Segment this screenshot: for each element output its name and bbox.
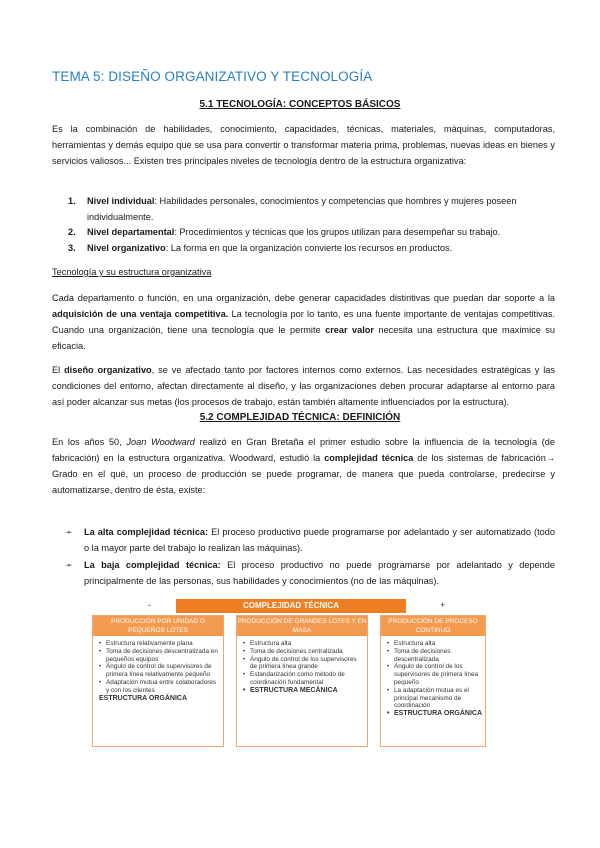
column-continuous-process [380, 615, 486, 747]
text-bold: diseño organizativo [64, 365, 152, 375]
bullet-low-complexity [65, 557, 555, 589]
levels-list [68, 194, 555, 256]
list-number: 3. [68, 242, 76, 253]
column-item: • Ángulo de control de supervisores de primera línea relativamente pequeño [99, 663, 219, 679]
column-item: • La adaptación mutua es el principal mecanismo de coordinación [387, 687, 483, 710]
chapter-title: TEMA 5: DISEÑO ORGANIZATIVO Y TECNOLOGÍA [52, 69, 373, 84]
column-item: • Estandarización como método de coordinación fundamental [243, 671, 363, 687]
column-item: • Toma de decisiones descentralizada [387, 648, 483, 664]
column-structure: • ESTRUCTURA MECÁNICA [243, 687, 363, 695]
list-number: 1. [68, 196, 76, 206]
bullet-label: La baja complejidad técnica: [84, 560, 221, 570]
minus-sign: - [148, 600, 151, 610]
bullet-text: El proceso productivo no puede programarse por adelantado y depende principalmente de las personas, sus habilidades y conocimientos (no de las máquinas). [84, 560, 555, 586]
column-unit-production [92, 615, 224, 747]
bullet-high-complexity [65, 524, 555, 556]
list-item-label: Nivel departamental [87, 227, 175, 237]
plus-sign: + [440, 600, 446, 610]
column-header: PRODUCCIÓN DE GRANDES LOTES Y EN MASA [237, 618, 367, 634]
list-item-label: Nivel organizativo [87, 242, 166, 253]
text-run: Cada departamento o función, en una organización, debe generar capacidades distintivas que puedan dar soporte a la [52, 293, 555, 303]
column-item: • Ángulo de control de los supervisores de primera línea grande [243, 656, 363, 672]
section-heading-2: 5.2 COMPLEJIDAD TÉCNICA: DEFINICIÓN [199, 412, 401, 423]
list-item-text: : Habilidades personales, conocimientos y competencias que hombres y mujeres poseen individualmente. [87, 196, 517, 222]
subheading: Tecnología y su estructura organizativa [52, 267, 212, 277]
column-item: • Estructura alta [387, 640, 483, 648]
column-structure: ESTRUCTURA ORGÁNICA [99, 694, 188, 702]
column-item: • Adaptación mutua entre colaboradores y con los clientes [99, 679, 219, 695]
paragraph-design [52, 362, 555, 410]
column-item: • Toma de decisiones descentralizada en pequeños equipos [99, 648, 219, 664]
paragraph-woodward [52, 434, 555, 498]
text-bold: crear valor [325, 325, 374, 335]
text-run: En los años 50, [52, 437, 127, 447]
column-body [99, 640, 219, 702]
intro-paragraph: Es la combinación de habilidades, conocimiento, capacidades, técnicas, materiales, máquinas, computadoras, herramientas y demás equipo que se usa para convertir o transformar materia prima, problemas, nuevas ideas en bienes y servicios valiosos... Existen tres principales niveles de tecnología dentro de la estructura organizativa: [52, 124, 555, 166]
column-item: • Toma de decisiones centralizada [243, 648, 363, 656]
paragraph-technology [52, 290, 555, 354]
text-bold: complejidad técnica [324, 453, 414, 463]
text-bold: adquisición de una ventaja competitiva. [52, 309, 229, 319]
column-item: • Estructura alta [243, 640, 363, 648]
column-item: • Ángulo de control de los supervisores de primera línea pequeño [387, 663, 483, 686]
column-structure: • ESTRUCTURA ORGÁNICA [387, 710, 483, 718]
arrow-bullet-icon: ➛ [65, 527, 73, 537]
bullet-label: La alta complejidad técnica: [84, 527, 209, 537]
text-italic: Joan Woodward [126, 437, 195, 447]
diagram-title: COMPLEJIDAD TÉCNICA [176, 599, 406, 613]
list-item-text: : Procedimientos y técnicas que los grupos utilizan para desempeñar su trabajo. [174, 227, 501, 237]
text-run: El [52, 365, 65, 375]
text-run: La tecnología por lo tanto, es una fuente importante de ventajas competitivas. Cuando una organización, tiene una tecnología que le permite [52, 309, 555, 335]
list-item [68, 241, 555, 257]
column-body [243, 640, 363, 695]
text-run: necesita una estructura que maximice su eficacia. [52, 325, 555, 351]
section-heading-1: 5.1 TECNOLOGÍA: CONCEPTOS BÁSICOS [199, 99, 401, 110]
list-item-text: : La forma en que la organización convierte los recursos en productos. [165, 242, 453, 253]
complexity-diagram [92, 597, 486, 749]
text-run: , se ve afectado tanto por factores internos como externos. Las necesidades estratégicas y las condiciones del entorno, afectan directamente al diseño, y las organizaciones deben procurar adaptarse al entorno para así poder alcanzar sus metas (los procesos de trabajo, están también altamente influenciados por la estructura). [52, 365, 555, 407]
text-run: de los sistemas de fabricación→ Grado en el qué, un proceso de producción se puede programar, de manera que pueda controlarse, predecirse y automatizarse, dentro de ésta, existe: [52, 453, 555, 495]
column-body [387, 640, 483, 718]
list-item [68, 194, 555, 225]
list-number: 2. [68, 227, 76, 237]
column-header: PRODUCCIÓN POR UNIDAD O PEQUEÑOS LOTES [93, 616, 223, 636]
text-run: realizó en Gran Bretaña el primer estudio sobre la influencia de la tecnología (de fabricación) en la estructura organizativa. Woodward, estudió la [52, 437, 556, 463]
bullet-text: El proceso productivo puede programarse por adelantado y ser automatizado (todo o la mayor parte del trabajo lo realizan las máquinas). [84, 527, 555, 553]
column-mass-production [236, 615, 368, 747]
list-item [68, 225, 555, 241]
column-header: PRODUCCIÓN DE PROCESO CONTINUO [381, 616, 485, 636]
arrow-bullet-icon: ➛ [65, 560, 73, 570]
column-item: • Estructura relativamente plana [99, 640, 219, 648]
list-item-label: Nivel individual [87, 196, 155, 206]
